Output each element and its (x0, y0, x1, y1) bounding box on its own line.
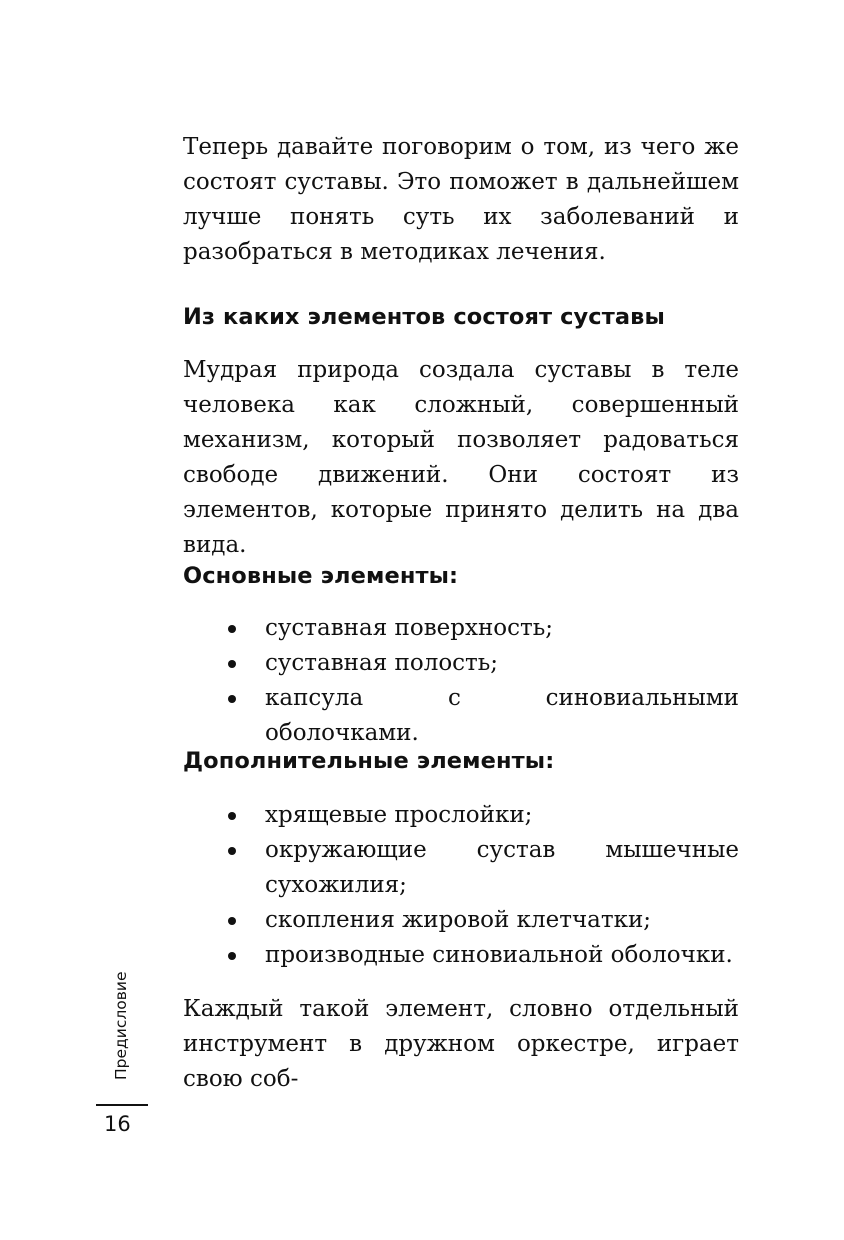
list-item-text: производные синовиальной оболочки. (265, 942, 733, 968)
additional-elements-list (220, 798, 739, 973)
list-item (220, 833, 739, 903)
main-elements-list (220, 611, 739, 751)
main-elements-heading: Основные элементы: (183, 563, 459, 589)
list-item-text: суставная поверхность; (265, 615, 554, 641)
running-head-text: Предисловие (112, 971, 130, 1080)
list-item-text: окружающие сустав мышечные сухожилия; (265, 837, 739, 898)
page-number: 16 (104, 1112, 131, 1136)
list-item (220, 646, 739, 681)
list-item-text: хрящевые прослойки; (265, 802, 533, 828)
list-item (220, 611, 739, 646)
bullet-icon (228, 695, 236, 703)
bullet-icon (228, 917, 236, 925)
intro-paragraph: Теперь давайте поговорим о том, из чего же состоят суставы. Это поможет в дальнейшем лучше понять суть их заболеваний и разобраться в методиках лечения. (183, 134, 739, 265)
bullet-icon (228, 847, 236, 855)
running-head (96, 968, 146, 1080)
bullet-icon (228, 625, 236, 633)
bullet-icon (228, 660, 236, 668)
section-heading: Из каких элементов состоят суставы (183, 304, 665, 330)
bullet-icon (228, 812, 236, 820)
list-item-text: суставная полость; (265, 650, 499, 676)
additional-elements-heading: Дополнительные элементы: (183, 748, 555, 774)
closing-paragraph: Каждый такой элемент, словно отдельный инструмент в дружном оркестре, играет свою соб- (183, 996, 739, 1092)
bullet-icon (228, 952, 236, 960)
list-item (220, 798, 739, 833)
list-item (220, 903, 739, 938)
list-item-text: капсула с синовиальными оболочками. (265, 685, 739, 746)
nature-paragraph: Мудрая природа создала суставы в теле человека как сложный, совершенный механизм, который позволяет радоваться свободе движений. Они состоят из элементов, которые принято делить на два вида. (183, 357, 739, 558)
footer-divider (96, 1104, 148, 1106)
list-item-text: скопления жировой клетчатки; (265, 907, 652, 933)
list-item (220, 681, 739, 751)
list-item (220, 938, 739, 973)
